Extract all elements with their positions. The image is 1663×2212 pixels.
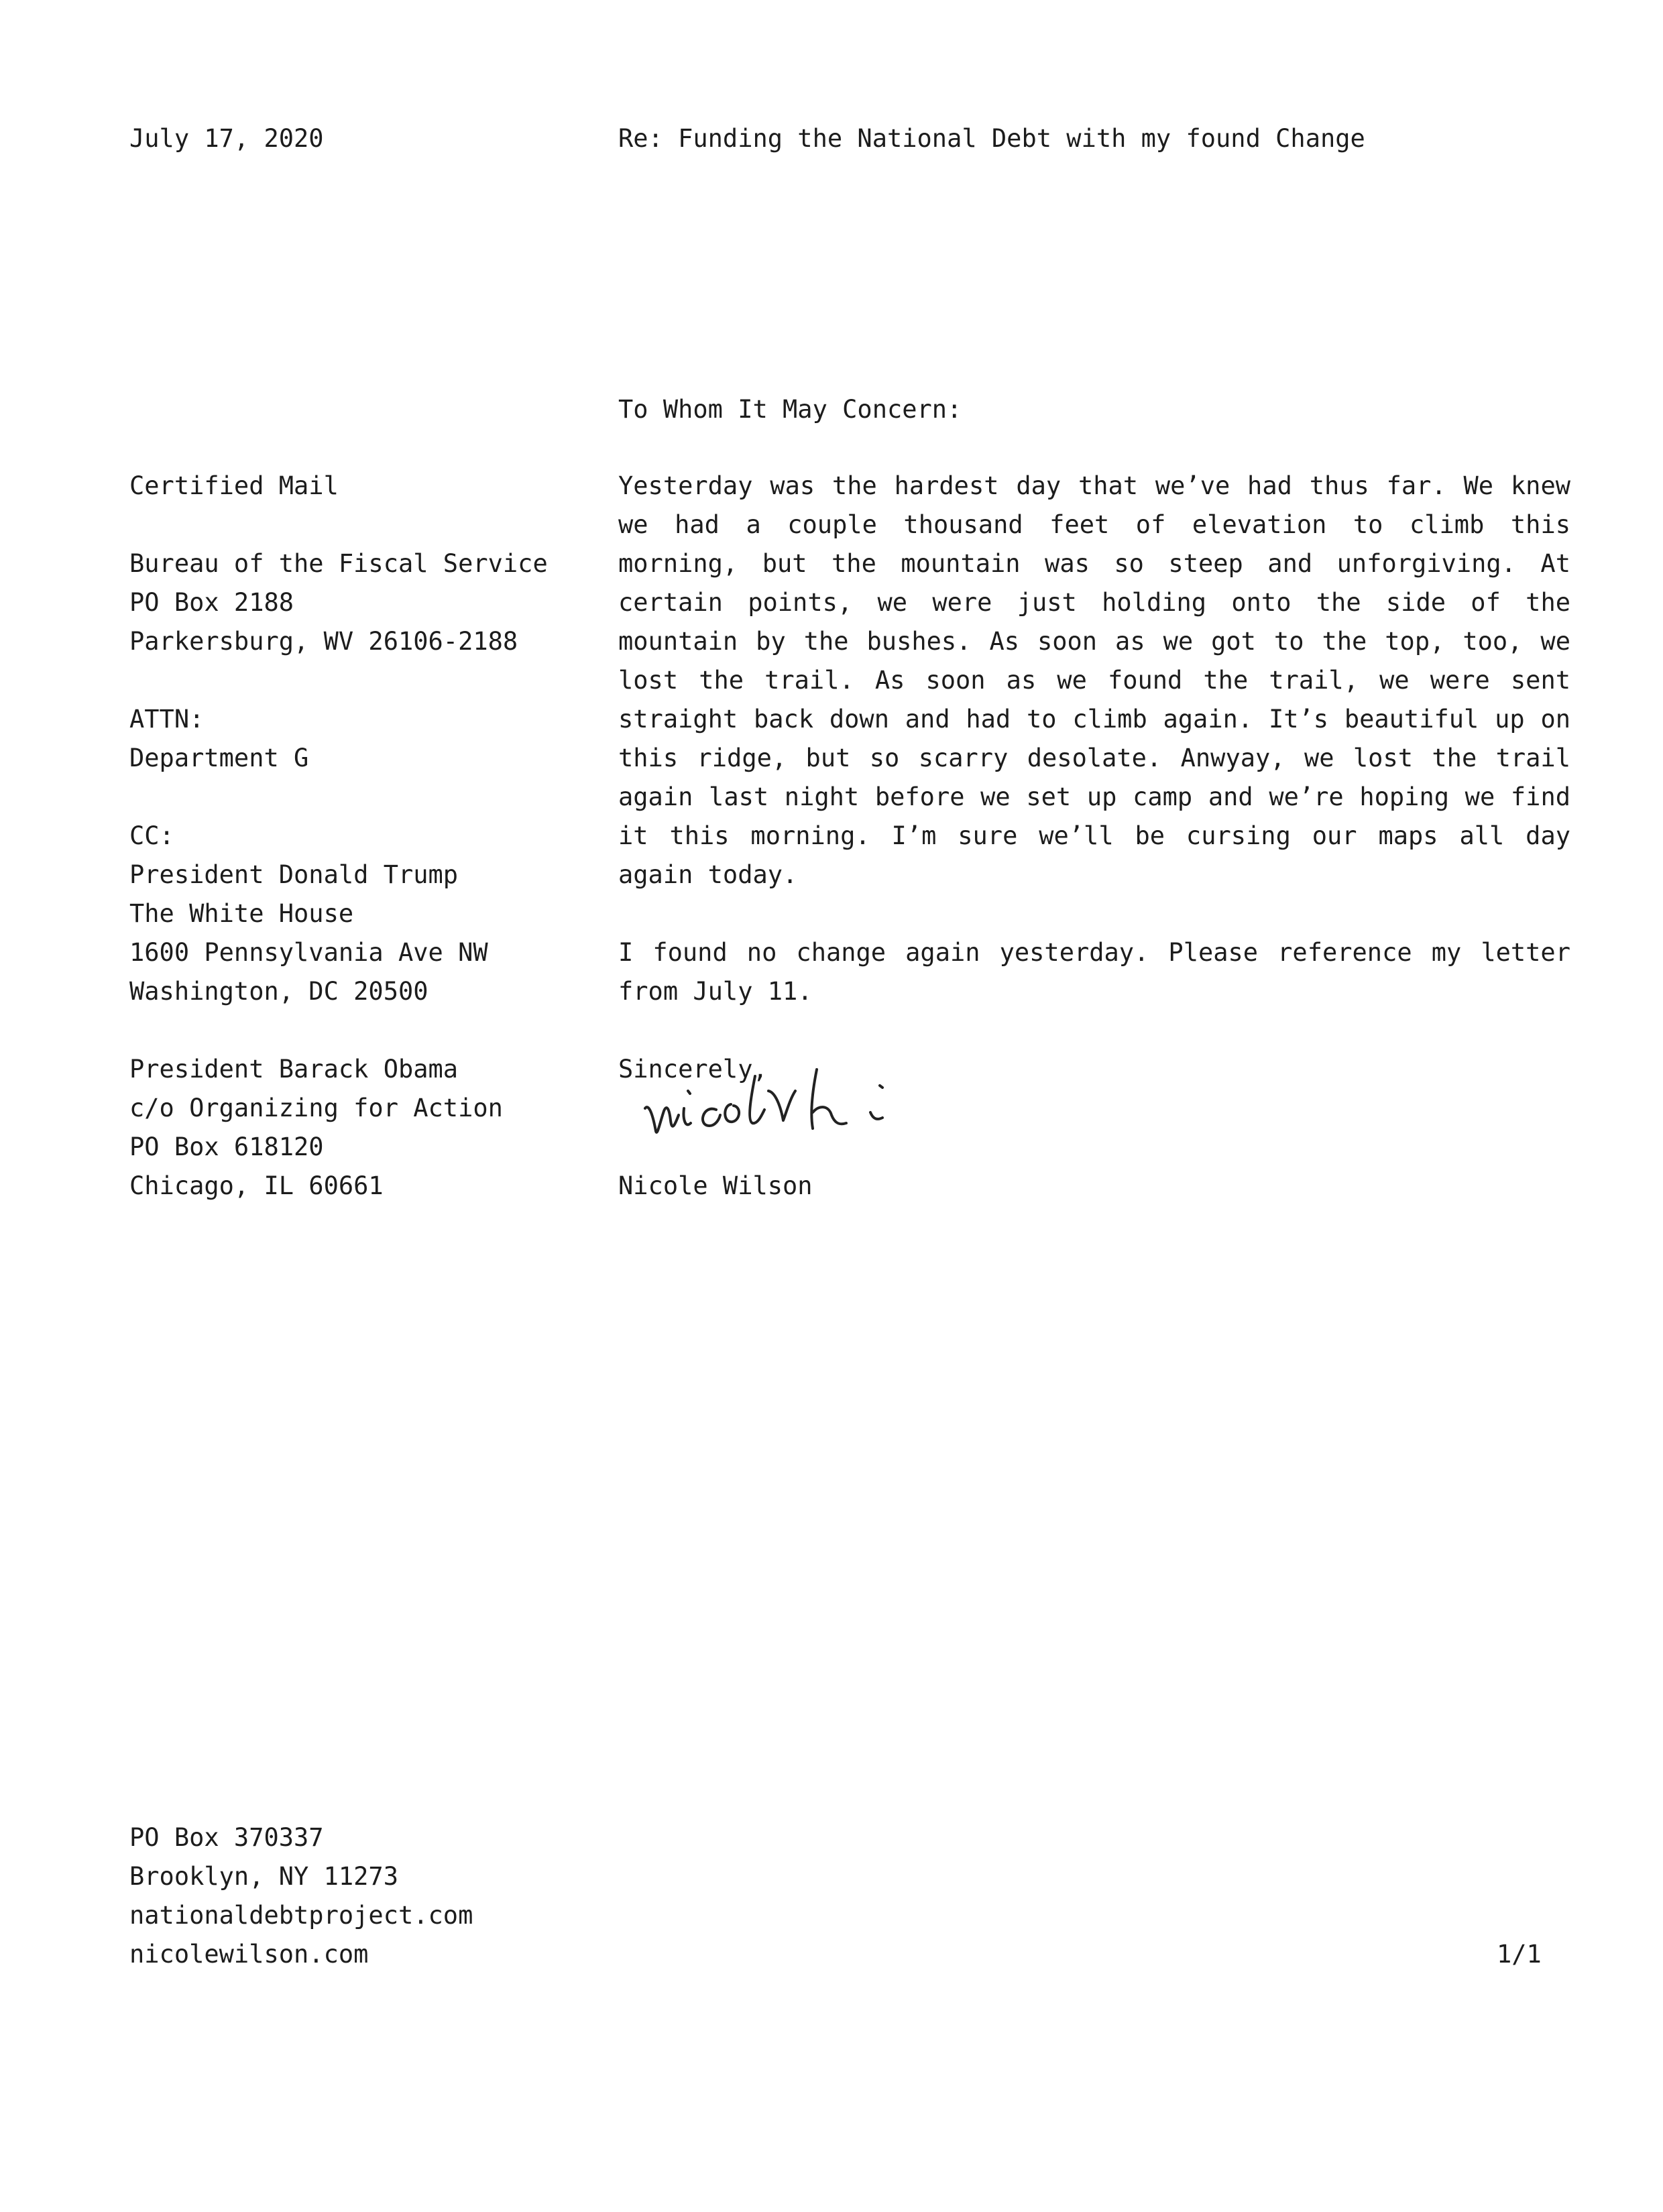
sender-address bbox=[129, 1818, 473, 1974]
bureau-name: Bureau of the Fiscal Service bbox=[129, 549, 548, 578]
salutation: To Whom It May Concern: bbox=[618, 395, 962, 424]
cc-trump-name: President Donald Trump bbox=[129, 860, 459, 889]
mail-type: Certified Mail bbox=[129, 471, 339, 500]
cc-trump-street: 1600 Pennsylvania Ave NW bbox=[129, 938, 488, 967]
page-number: 1/1 bbox=[1497, 1940, 1542, 1969]
cc-trump-city: Washington, DC 20500 bbox=[129, 977, 428, 1006]
signature-image bbox=[637, 1056, 945, 1163]
cc-trump-org: The White House bbox=[129, 899, 354, 928]
recipient-block bbox=[129, 467, 548, 1206]
sender-name: Nicole Wilson bbox=[618, 1171, 813, 1200]
sender-website-link: nationaldebtproject.com bbox=[129, 1901, 473, 1930]
cc-obama-city: Chicago, IL 60661 bbox=[129, 1171, 384, 1200]
sender-city: Brooklyn, NY 11273 bbox=[129, 1862, 398, 1891]
bureau-city: Parkersburg, WV 26106-2188 bbox=[129, 627, 518, 656]
letter-date: July 17, 2020 bbox=[129, 124, 324, 153]
attn-department: Department G bbox=[129, 744, 309, 772]
cc-obama-name: President Barack Obama bbox=[129, 1055, 459, 1084]
body-paragraph: I found no change again yesterday. Please reference my letter from July 11. bbox=[618, 938, 1570, 1006]
body-paragraph: Yesterday was the hardest day that we’ve had thus far. We knew we had a couple thousand feet of elevation to climb this morning, but the mountain was so steep and unforgiving. At certain points, we were just holding onto the side of the mountain by the bushes. As soon as we got to the top, too, we lost the trail. As soon as we found the trail, we were sent straight back down and had to climb again. It’s beautiful up on this ridge, but so scarry desolate. Anwyay, we lost the trail again last night before we set up camp and we’re hoping we find it this morning. I’m sure we’ll be cursing our maps all day again today. bbox=[618, 471, 1570, 889]
letter-subject: Re: Funding the National Debt with my found Change bbox=[618, 124, 1365, 153]
cc-obama-po-box: PO Box 618120 bbox=[129, 1132, 324, 1161]
attn-label: ATTN: bbox=[129, 705, 205, 734]
sender-po-box: PO Box 370337 bbox=[129, 1823, 324, 1852]
letter-body bbox=[618, 467, 1570, 1089]
cc-label: CC: bbox=[129, 821, 174, 850]
sender-website-link: nicolewilson.com bbox=[129, 1940, 369, 1969]
cc-obama-org: c/o Organizing for Action bbox=[129, 1094, 503, 1122]
bureau-po-box: PO Box 2188 bbox=[129, 588, 294, 617]
closing: Sincerely, bbox=[618, 1055, 768, 1084]
